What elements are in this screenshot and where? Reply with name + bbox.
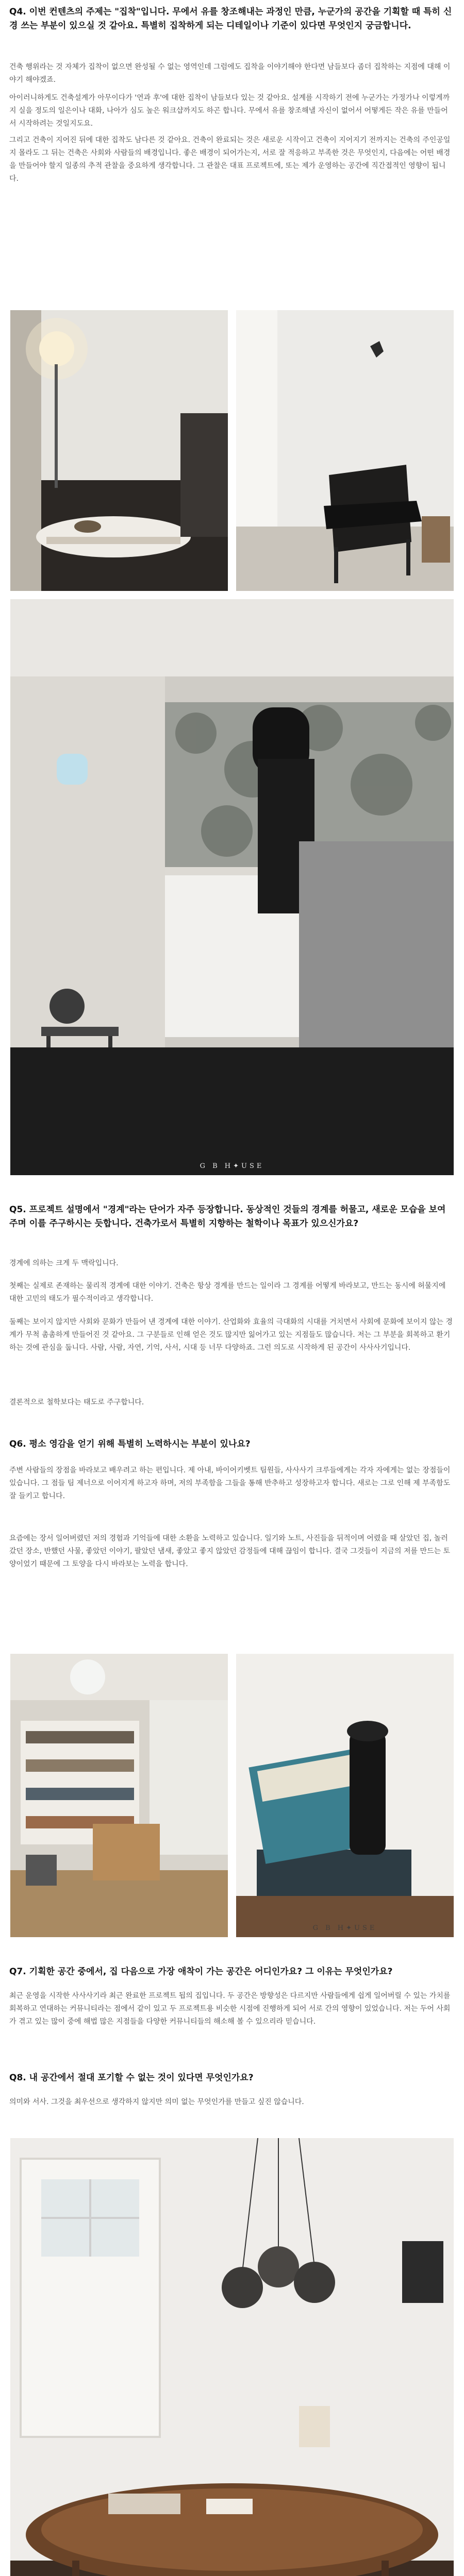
photo-bookshelf-room [10,1654,228,1937]
answer-q6-p1: 주변 사람들의 장점을 바라보고 배우려고 하는 편입니다. 제 아내, 바이어키벳트 팀원들, 사사사기 크루들에게는 각자 자에게는 없는 장점들이 있습니다. 그 점들 팀 제너으로 이어지게 하고자 하며, 저의 부족함을 그들을 통해 반추하고 성장하고자 합니다. 새로는 그로 인해 제 부족함도 잘 들키고 합니다. [9,1466,451,1500]
question-q7: Q7. 기획한 공간 중에서, 집 다음으로 가장 애착이 가는 공간은 어디인가요? 그 이유는 무엇인가요? [9,1967,393,1977]
answer-q4-p1: 건축 행위라는 것 자체가 집착이 없으면 완성될 수 없는 영역인데 그럼에도 집착을 이야기해야 한다면 남들보다 좀더 집착하는 지점에 대해 이야기 해야겠죠. [9,63,451,84]
answer-q5-p1: 경계에 의하는 크게 두 맥락입니다. [9,1259,119,1267]
question-q5: Q5. 프로젝트 설명에서 "경계"라는 단어가 자주 등장합니다. 동상적인 것들의 경계를 허물고, 새로운 모습을 보여주며 이를 주구하시는 듯합니다. 건축가로서 특별히 지향하는 철학이나 목표가 있으신가요? [9,1205,446,1229]
answer-q8-p1: 의미와 서사. 그것을 최우선으로 생각하지 않지만 의미 없는 무엇인가를 만들고 싶진 않습니다. [9,2098,304,2106]
watermark-kitchen: G B H✦USE [200,1162,264,1170]
question-q4: Q4. 이번 컨텐츠의 주제는 "집착"입니다. 무에서 유를 창조해내는 과정인 만큼, 누군가의 공간을 기획할 때 특히 신경 쓰는 부분이 있으실 것 같아요. 특별히 집착하게 되는 디테일이나 기준이 있다면 무엇인지 궁금합니다. [9,7,452,31]
photo-magazine-stack [236,1654,454,1937]
answer-q4-p2: 아이러니하게도 건축설계가 아무이다가 '연과 후'에 대한 집착이 남들보다 있는 것 같아요. 설계를 시작하기 전에 누군가는 가정가나 이렇게까지 실을 정도의 일은이나 대화, 나아가 심도 높은 워크샵까지도 하곤 합니다. 무에서 유를 창조해낼 자신이 없어서 어떻게든 작은 유를 만들어서 시작하려는 것일지도요. [9,94,450,128]
watermark-magazines: G B H✦USE [312,1924,377,1932]
photo-kitchen-man [10,599,454,1175]
photo-dining-pendant [10,2138,454,2576]
question-q6: Q6. 평소 영감을 얻기 위해 특별히 노력하시는 부분이 있나요? [9,1439,251,1449]
answer-q5-p4: 결론적으로 철학보다는 태도로 주구합니다. [9,1398,144,1406]
answer-q5-p2: 첫째는 실제로 존재하는 물리적 경계에 대한 이야기. 건축은 항상 경계를 만드는 일이라 그 경계를 어떻게 바라보고, 만드는 동시에 허물지에 대한 고민의 태도가 필수적이라고 생각합니다. [9,1282,446,1303]
answer-q6-p2: 요즘에는 장서 일어버렸던 저의 경험과 기억들에 대한 소환을 노력하고 있습니다. 일기와 노트, 사진들을 뒤적이며 어렸을 때 살았던 집, 놀러갔던 장소, 반했던 사물, 좋았던 이야기, 팔았던 냄새, 좋았고 좋지 않았던 감정들에 대해 끊임이 합니다. 결국 그것들이 지금의 저를 만드는 토양이었기 때문에 그 토양을 다시 바라보는 노력을 합니다. [9,1534,451,1568]
photo-black-chair [236,310,454,591]
photo-living-room-lamp [10,310,228,591]
answer-q4-p3: 그리고 건축이 지어진 뒤에 대한 집착도 남다른 것 같아요. 건축이 완료되는 것은 새로운 시작이고 건축이 지어지기 전까지는 건축의 주인공일지 몰라도 그 뒤는 건축은 사회와 사람들의 배경입니다. 좋은 배경이 되어가는지, 서로 잘 적응하고 부족한 것은 무엇인지, 다음에는 어떤 배경을 만들어야 할지 일종의 추적 관찰을 중요하게 생각합니다. 그 관찰은 대표 프로젝트에, 또는 제가 운영하는 공간에 직간접적인 영향이 됩니다. [9,136,451,183]
answer-q7-p1: 최근 운영을 시작한 사사사기라 최근 완료한 프로젝트 됩의 집입니다. 두 공간은 방향성은 다르지만 사람들에게 쉽게 일어버릴 수 있는 가치를 회복하고 연대하는 커뮤니티라는 점에서 같이 있고 두 프로젝트용 비슷한 시점에 진행하게 되어 서로 간의 영향이 있었습니다. 저는 두어 사회가 겪고 있는 많이 중에 해법 많은 지점들을 다양한 커뮤니티들의 해소해 볼 수 있으리라 믿습니다. [9,1992,451,2026]
answer-q5-p3: 둘째는 보이지 않지만 사회와 문화가 만들어 낸 경계에 대한 이야기. 산업화와 효율의 극대화의 시대를 거치면서 사회에 문화에 보이지 않는 경계가 무척 촘촘하게 만들어진 것 같아요. 그 구분들로 인해 얻은 것도 많지만 잃어가고 있는 지점들도 많습니다. 저는 그 부분을 회복하고 환기하는 것에 관심을 둡니다. 사람, 사람, 자연, 기억, 사서, 시대 등 너무 다양하죠. 그런 의도로 시작하게 된 공간이 사사사기입니다. [9,1318,453,1352]
question-q8: Q8. 내 공간에서 절대 포기할 수 없는 것이 있다면 무엇인가요? [9,2073,254,2083]
